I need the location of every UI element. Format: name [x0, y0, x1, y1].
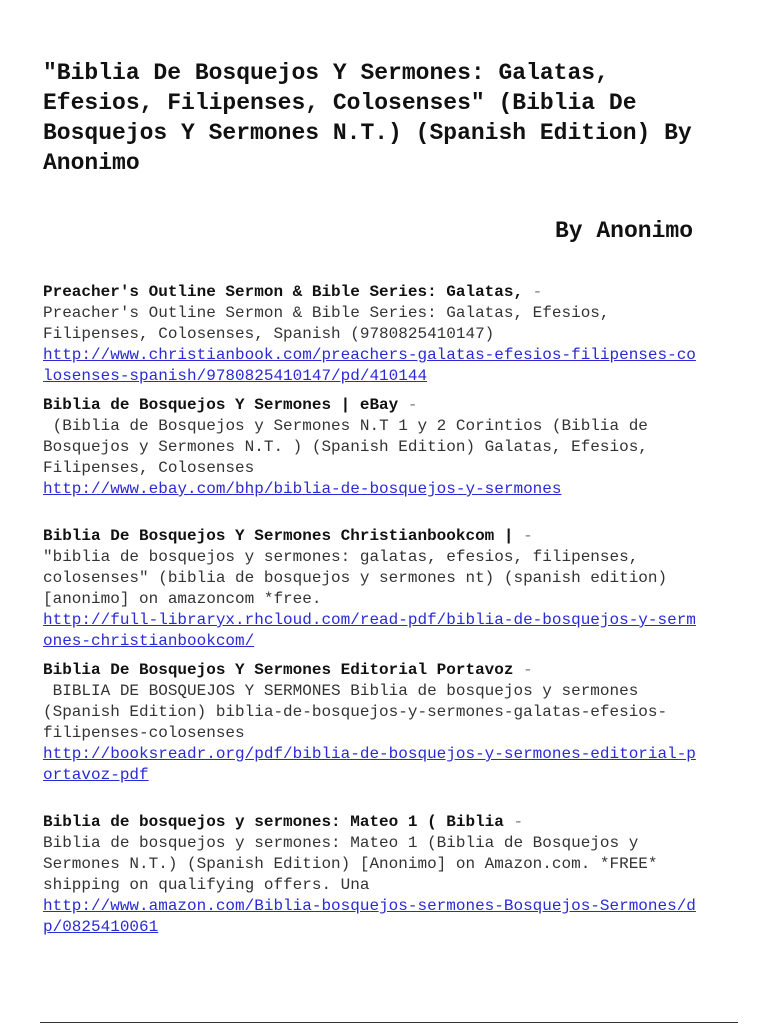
result-entry	[43, 395, 703, 500]
entry-link[interactable]: http://www.ebay.com/bhp/biblia-de-bosquejos-y-sermones	[43, 480, 562, 498]
footer-divider	[40, 1022, 738, 1023]
result-entry	[43, 812, 703, 938]
entry-description: "biblia de bosquejos y sermones: galatas, efesios, filipenses, colosenses" (biblia de bosquejos y sermones nt) (spanish edition) [anonimo] on amazoncom *free.	[43, 548, 677, 608]
entry-heading: Biblia de bosquejos y sermones: Mateo 1 ( Biblia	[43, 813, 504, 831]
document-page	[43, 58, 703, 946]
entry-dash: -	[503, 813, 524, 831]
entry-link[interactable]: http://www.amazon.com/Biblia-bosquejos-sermones-Bosquejos-Sermones/dp/0825410061	[43, 897, 696, 936]
entry-dash: -	[398, 396, 418, 414]
entry-heading: Biblia De Bosquejos Y Sermones Christianbookcom |	[43, 527, 514, 545]
entry-dash: -	[523, 283, 543, 301]
result-entry	[43, 282, 703, 387]
entry-link[interactable]: http://www.christianbook.com/preachers-galatas-efesios-filipenses-colosenses-spanish/9780825410147/pd/410144	[43, 346, 696, 385]
entry-heading: Preacher's Outline Sermon & Bible Series: Galatas,	[43, 283, 524, 301]
entry-dash: -	[513, 527, 533, 545]
document-title: "Biblia De Bosquejos Y Sermones: Galatas, Efesios, Filipenses, Colosenses" (Biblia De Bosquejos Y Sermones N.T.) (Spanish Edition) By Anonimo	[43, 60, 692, 176]
entry-description: Biblia de bosquejos y sermones: Mateo 1 (Biblia de Bosquejos y Sermones N.T.) (Spanish Edition) [Anonimo] on Amazon.com. *FREE* shipping on qualifying offers. Una	[43, 834, 668, 894]
entry-description: (Biblia de Bosquejos y Sermones N.T 1 y 2 Corintios (Biblia de Bosquejos y Sermones N.T. ) (Spanish Edition) Galatas, Efesios, Filipenses, Colosenses	[43, 417, 658, 477]
entry-link[interactable]: http://full-libraryx.rhcloud.com/read-pdf/biblia-de-bosquejos-y-sermones-christianbookcom/	[43, 611, 696, 650]
entry-heading: Biblia De Bosquejos Y Sermones Editorial Portavoz	[43, 661, 514, 679]
result-entry	[43, 660, 703, 786]
entry-link[interactable]: http://booksreadr.org/pdf/biblia-de-bosquejos-y-sermones-editorial-portavoz-pdf	[43, 745, 696, 784]
entry-description: Preacher's Outline Sermon & Bible Series: Galatas, Efesios, Filipenses, Colosenses, Spanish (9780825410147)	[43, 304, 620, 343]
entry-heading: Biblia de Bosquejos Y Sermones | eBay	[43, 396, 399, 414]
entry-description: BIBLIA DE BOSQUEJOS Y SERMONES Biblia de bosquejos y sermones (Spanish Edition) biblia-de-bosquejos-y-sermones-galatas-efesios-filipenses-colosenses	[43, 682, 668, 742]
result-entry	[43, 526, 703, 652]
entry-dash: -	[513, 661, 533, 679]
author-byline: By Anonimo	[554, 218, 693, 244]
